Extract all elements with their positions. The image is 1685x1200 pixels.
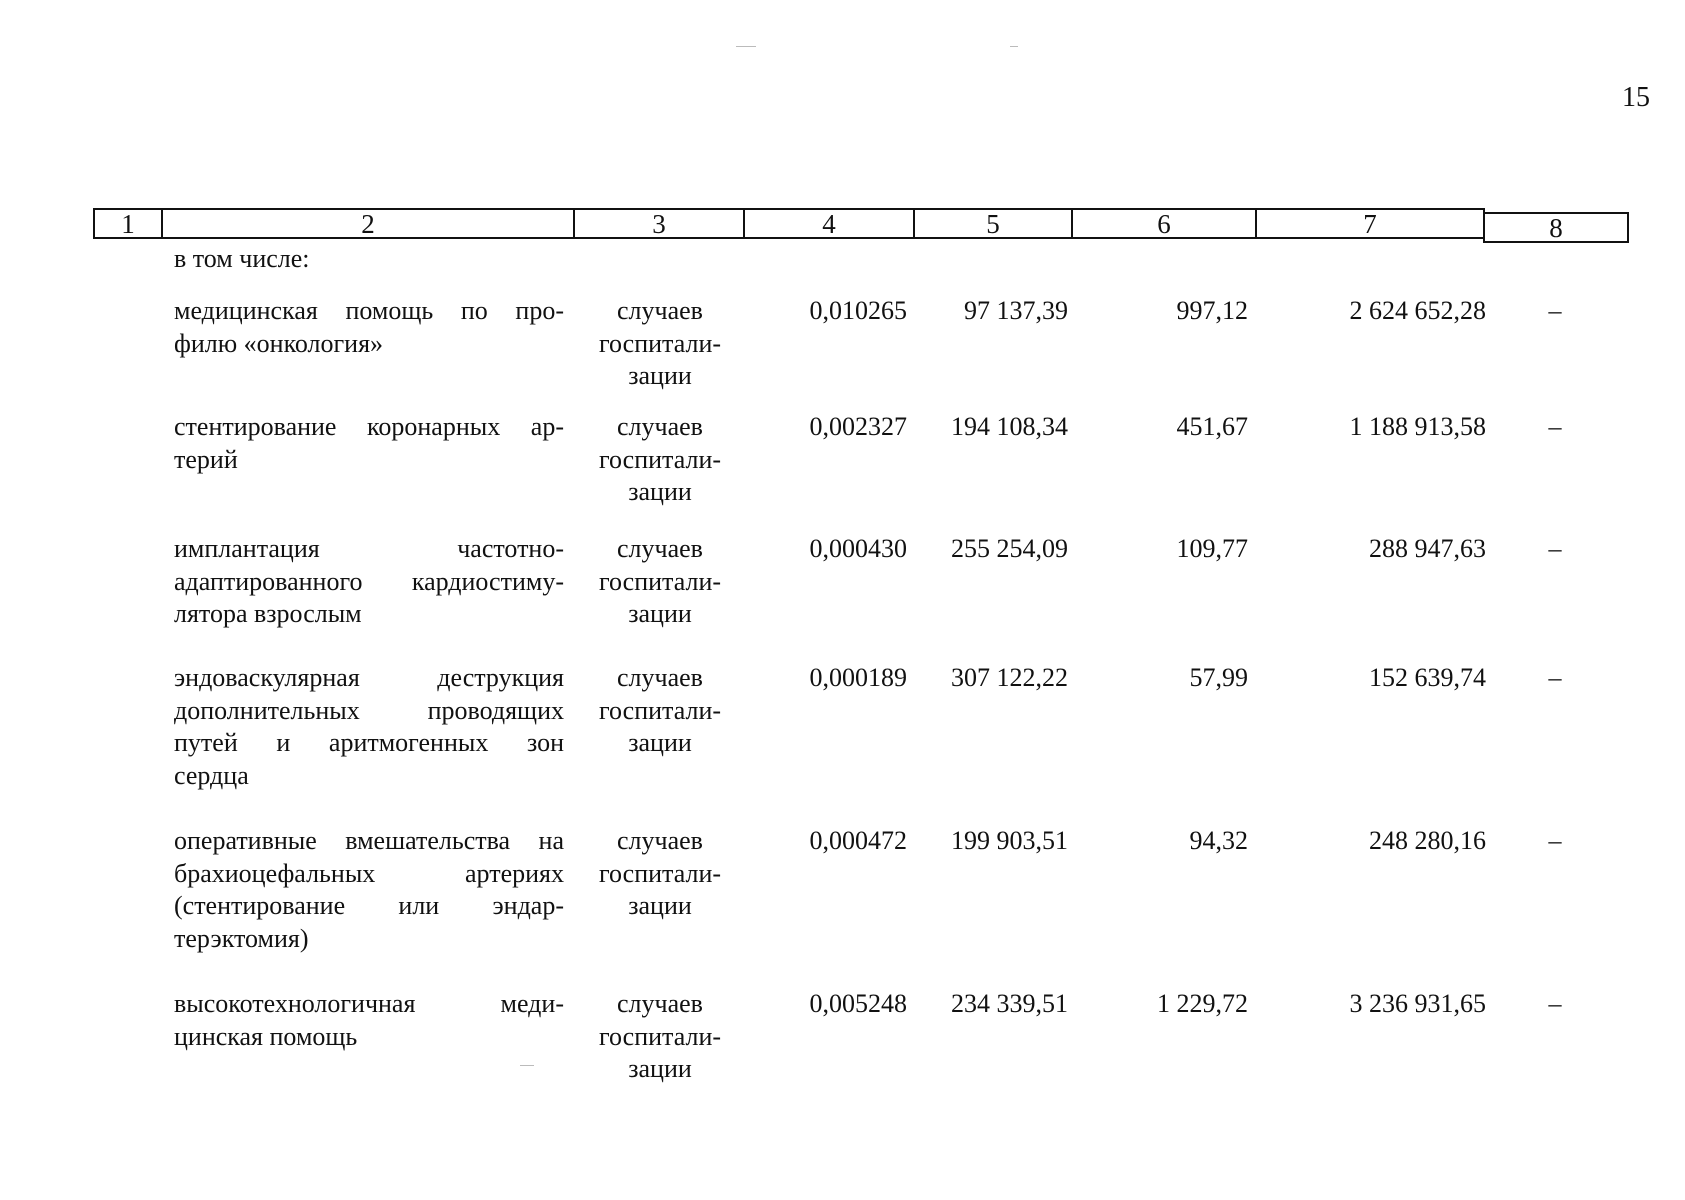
row-value-col7: 248 280,16	[1369, 826, 1486, 855]
row-unit	[590, 533, 730, 631]
row-value-col4: 0,000189	[809, 663, 907, 692]
row-unit-line: госпитали-	[598, 444, 722, 474]
row-unit-line: зации	[628, 1054, 692, 1083]
row-value-col5: 199 903,51	[951, 826, 1068, 855]
row-value-col8: –	[1548, 989, 1562, 1018]
row-unit-line: зации	[628, 891, 692, 920]
row-name-line: терэктомия)	[174, 923, 309, 953]
row-value-col8: –	[1548, 826, 1562, 855]
row-name-line: оперативные вмешательства на	[174, 826, 564, 855]
row-unit	[590, 988, 730, 1086]
subheading: в том числе:	[174, 244, 310, 273]
row-unit-line: зации	[628, 728, 692, 757]
row-value-col7: 288 947,63	[1369, 534, 1486, 563]
row-value-col6: 57,99	[1189, 663, 1248, 692]
row-name-line: филю «онкология»	[174, 328, 384, 358]
row-name-line: медицинская помощь по про-	[174, 296, 564, 325]
row-name	[174, 988, 564, 1053]
row-value-col6: 1 229,72	[1157, 989, 1248, 1018]
row-unit-line: госпитали-	[598, 1021, 722, 1051]
row-value-col7: 2 624 652,28	[1349, 296, 1486, 325]
row-value-col8: –	[1548, 534, 1562, 563]
row-unit-line: зации	[628, 599, 692, 628]
row-value-col4: 0,005248	[809, 989, 907, 1018]
row-name	[174, 295, 564, 360]
page-number: 15	[1622, 82, 1650, 113]
row-value-col6: 109,77	[1176, 534, 1248, 563]
row-unit-line: госпитали-	[598, 328, 722, 358]
row-value-col4: 0,000430	[809, 534, 907, 563]
scan-speck	[736, 46, 756, 47]
row-value-col7: 1 188 913,58	[1349, 412, 1486, 441]
row-name	[174, 825, 564, 955]
row-value-col7: 152 639,74	[1369, 663, 1486, 692]
scan-speck	[520, 1065, 534, 1066]
row-value-col6: 94,32	[1189, 826, 1248, 855]
row-name-line: эндоваскулярная деструкция	[174, 663, 564, 692]
header-cell-8: 8	[1483, 212, 1629, 243]
row-value-col4: 0,002327	[809, 412, 907, 441]
row-value-col8: –	[1548, 296, 1562, 325]
row-name-line: цинская помощь	[174, 1021, 358, 1051]
row-name-line: сердца	[174, 760, 249, 790]
row-name-line: путей и аритмогенных зон	[174, 728, 564, 757]
row-value-col5: 97 137,39	[964, 296, 1068, 325]
header-cell-7: 7	[1255, 208, 1485, 239]
row-unit-line: госпитали-	[598, 566, 722, 596]
header-cell-5: 5	[913, 208, 1073, 239]
table-header-row	[93, 208, 1633, 241]
row-name-line: дополнительных проводящих	[174, 695, 564, 725]
row-name-line: высокотехнологичная меди-	[174, 989, 564, 1018]
row-name-line: адаптированного кардиостиму-	[174, 566, 564, 596]
row-value-col5: 307 122,22	[951, 663, 1068, 692]
header-cell-2: 2	[161, 208, 575, 239]
row-unit	[590, 295, 730, 393]
row-name-line: брахиоцефальных артериях	[174, 858, 564, 888]
row-value-col4: 0,010265	[809, 296, 907, 325]
row-unit	[590, 662, 730, 760]
header-cell-4: 4	[743, 208, 915, 239]
row-name-line: (стентирование или эндар-	[174, 891, 564, 920]
row-unit-line: случаев	[617, 826, 703, 855]
row-value-col5: 194 108,34	[951, 412, 1068, 441]
row-name	[174, 411, 564, 476]
row-name-line: лятора взрослым	[174, 599, 362, 628]
row-unit-line: случаев	[617, 534, 703, 563]
row-unit-line: зации	[628, 477, 692, 506]
header-cell-1: 1	[93, 208, 163, 239]
header-cell-6: 6	[1071, 208, 1257, 239]
row-unit-line: случаев	[617, 296, 703, 325]
row-value-col5: 255 254,09	[951, 534, 1068, 563]
row-unit-line: госпитали-	[598, 695, 722, 725]
row-value-col4: 0,000472	[809, 826, 907, 855]
row-value-col8: –	[1548, 412, 1562, 441]
scan-speck	[1010, 46, 1018, 47]
row-unit-line: случаев	[617, 412, 703, 441]
row-unit	[590, 825, 730, 923]
row-unit	[590, 411, 730, 509]
row-name-line: терий	[174, 444, 238, 474]
row-unit-line: случаев	[617, 989, 703, 1018]
row-unit-line: зации	[628, 361, 692, 390]
row-name-line: имплантация частотно-	[174, 534, 564, 563]
row-value-col5: 234 339,51	[951, 989, 1068, 1018]
row-value-col6: 997,12	[1176, 296, 1248, 325]
row-unit-line: случаев	[617, 663, 703, 692]
row-value-col6: 451,67	[1176, 412, 1248, 441]
row-name	[174, 533, 564, 631]
row-value-col8: –	[1548, 663, 1562, 692]
header-cell-3: 3	[573, 208, 745, 239]
row-name	[174, 662, 564, 792]
row-unit-line: госпитали-	[598, 858, 722, 888]
row-name-line: стентирование коронарных ар-	[174, 412, 564, 441]
row-value-col7: 3 236 931,65	[1349, 989, 1486, 1018]
